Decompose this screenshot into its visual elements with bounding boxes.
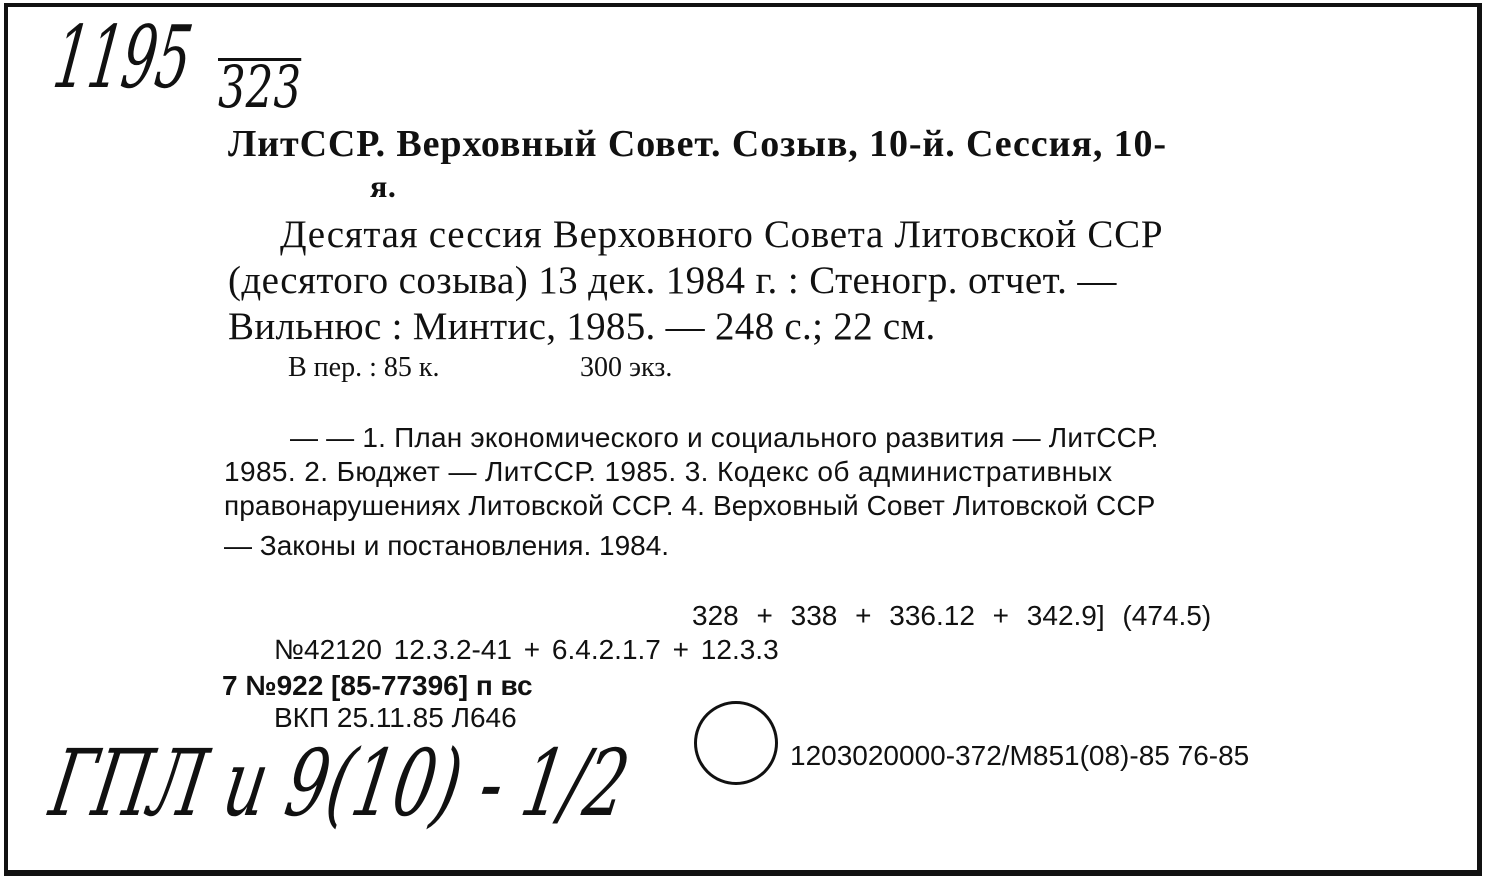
handwritten-shelf-note: ГПЛ и 9(10) - 1/2 [43,730,637,837]
card-heading-continued: я. [370,168,397,204]
subjects-line-1: — — 1. План экономического и социального развития — ЛитССР. [290,422,1159,453]
print-run: 300 экз. [580,352,673,383]
handwritten-number-suffix: 323 [218,53,302,121]
publication-code: 1203020000-372/М851(08)-85 76-85 [790,740,1250,771]
circle-mark [694,701,778,785]
title-line-2: (десятого созыва) 13 дек. 1984 г. : Стеногр. отчет. — [228,259,1117,302]
handwritten-number: 1195 [47,8,198,108]
subjects-line-2: 1985. 2. Бюджет — ЛитССР. 1985. 3. Кодекс об административных [224,456,1113,487]
title-line-3: Вильнюс : Минтис, 1985. — 248 с.; 22 см. [228,305,936,348]
classification-line-4: ВКП 25.11.85 Л646 [274,702,517,733]
card-heading: ЛитССР. Верховный Совет. Созыв, 10-й. Сессия, 10- [228,123,1167,165]
subjects-line-3: правонарушениях Литовской ССР. 4. Верховный Совет Литовской ССР [224,490,1156,521]
classification-line-3: 7 №922 [85-77396] п вс [222,670,533,701]
classification-line-2: №42120 12.3.2-41 + 6.4.2.1.7 + 12.3.3 [274,634,779,665]
subjects-line-4: — Законы и постановления. 1984. [224,530,670,561]
classification-line-1: 328 + 338 + 336.12 + 342.9] (474.5) [692,600,1212,631]
binding-price: В пер. : 85 к. [288,352,440,383]
title-line-1: Десятая сессия Верховного Совета Литовской ССР [280,213,1164,256]
